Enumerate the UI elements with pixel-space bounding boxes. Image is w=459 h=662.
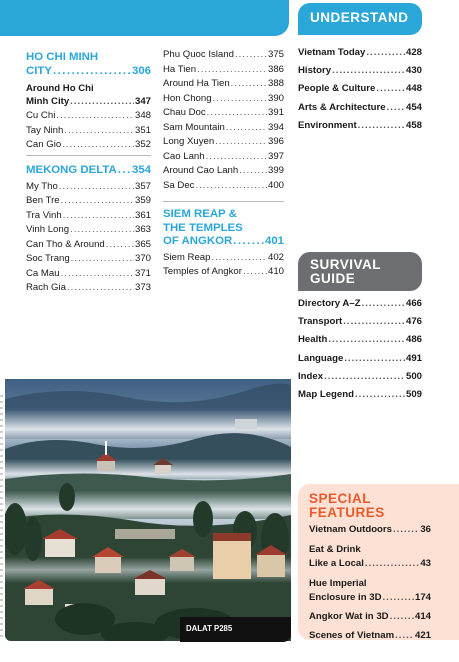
toc-entry-page: 390 [267,92,284,104]
toc-entry[interactable] [26,268,151,283]
toc-entry-page: 371 [134,267,151,279]
toc-entry-label: Around Ha Tien [163,78,230,89]
toc-entry[interactable] [163,107,284,122]
toc-entry-page: 388 [267,78,284,89]
toc-entry-page: 458 [405,119,422,131]
middle-column-lower [163,208,284,281]
toc-entry-label: Ha Tien [163,63,197,75]
toc-entry-page: 43 [420,558,431,569]
section-title: MEKONG DELTA [26,164,117,176]
top-color-bar [0,0,289,36]
toc-entry-page: 394 [267,121,284,133]
toc-entry[interactable] [26,181,151,196]
toc-entry-label: Long Xuyen [163,136,215,147]
toc-entry-page: 375 [267,49,284,60]
toc-entry-label: Can Tho & Around [26,238,105,250]
toc-entry-page: 491 [405,352,422,364]
toc-entry-label: Tay Ninh [26,124,64,136]
toc-entry[interactable] [26,139,151,154]
toc-entry-label: People & Culture [298,83,376,95]
toc-entry-label: Angkor Wat in 3D [309,611,389,622]
toc-entry[interactable] [163,49,284,64]
toc-entry[interactable] [163,136,284,151]
toc-entry-page: 421 [414,630,431,641]
special-features-list [309,524,431,644]
toc-entry[interactable] [163,165,284,180]
toc-entry[interactable] [26,83,151,110]
toc-entry[interactable] [298,65,422,83]
toc-entry-label: Map Legend [298,388,354,400]
toc-entry-page: 351 [134,124,151,136]
photo-caption-text: DALAT P285 [186,624,233,633]
toc-entry-label: Around Ho Chi [26,83,94,94]
toc-entry[interactable] [298,353,422,371]
toc-entry-page: 414 [414,611,431,622]
toc-entry-label: Transport [298,316,343,328]
toc-entry-label: Vietnam Outdoors [309,524,392,535]
toc-entry-label: Can Gio [26,139,62,150]
toc-entry-page: 370 [134,253,151,264]
understand-title: UNDERSTAND [310,10,409,25]
toc-entry[interactable] [298,298,422,316]
toc-entry-label: My Tho [26,180,58,192]
toc-entry[interactable] [298,83,422,101]
toc-entry[interactable] [163,151,284,166]
section-title-cont: OF ANGKOR [163,235,233,247]
toc-entry[interactable] [163,266,284,281]
section-mekong-delta[interactable] [26,164,151,178]
toc-entry-page: 400 [267,179,284,191]
toc-entry[interactable] [26,224,151,239]
toc-entry-page: 428 [405,47,422,58]
special-features-title[interactable] [309,492,385,520]
toc-entry-label-cont: Enclosure in 3D [309,592,382,603]
toc-entry-label: Ca Mau [26,267,60,279]
toc-entry-page: 365 [134,238,151,250]
toc-entry[interactable] [298,120,422,138]
toc-entry-page: 363 [134,224,151,235]
toc-entry-page: 357 [134,180,151,192]
toc-entry-page: 454 [405,101,422,113]
toc-entry-label: Rach Gia [26,282,66,293]
toc-entry-label: Phu Quoc Island [163,49,234,60]
toc-entry-page: 399 [267,165,284,176]
toc-entry-page: 448 [405,83,422,95]
toc-entry-label: Environment [298,119,357,131]
toc-entry-page: 397 [267,150,284,162]
toc-entry-page: 386 [267,63,284,75]
toc-entry-label: Eat & Drink [309,544,361,555]
toc-entry-page: 396 [267,136,284,147]
toc-entry[interactable] [309,524,431,538]
toc-entry-page: 410 [267,266,284,277]
toc-entry-label: Health [298,334,328,346]
toc-entry-label: Cao Lanh [163,150,205,162]
toc-entry[interactable] [298,47,422,65]
left-column [26,51,151,154]
toc-entry-page: 466 [405,298,422,309]
section-title: HO CHI MINH [26,51,99,63]
toc-entry[interactable] [298,334,422,352]
toc-entry[interactable] [309,611,431,625]
toc-entry-label: Tra Vinh [26,209,62,221]
toc-entry-label: Around Cao Lanh [163,165,239,176]
toc-entry[interactable] [26,125,151,140]
toc-entry-page: 430 [405,65,422,77]
toc-entry-label: Hue Imperial [309,578,367,589]
special-features-box [298,484,459,640]
toc-entry-page: 486 [405,334,422,346]
toc-entry-label: Siem Reap [163,251,211,263]
section-title-cont: CITY [26,64,52,77]
toc-entry[interactable] [26,239,151,254]
toc-entry-label: Directory A–Z [298,298,361,309]
section-ho-chi-minh-city[interactable] [26,51,151,78]
toc-entry[interactable] [298,389,422,407]
toc-entry[interactable] [163,252,284,267]
toc-entry-label: History [298,65,332,77]
toc-entry[interactable] [163,78,284,93]
toc-entry-page: 36 [420,524,431,535]
toc-entry-page: 476 [405,316,422,328]
section-title-cont: THE TEMPLES [163,221,243,234]
toc-entry-label: Sa Dec [163,179,195,191]
dalat-landscape-image [5,379,291,641]
special-title-cont: FEATURES [309,505,385,520]
toc-entry-label: Vietnam Today [298,47,366,58]
toc-entry[interactable] [26,110,151,125]
toc-entry-label: Ben Tre [26,195,60,206]
section-page: 354 [131,164,151,176]
toc-entry[interactable] [26,210,151,225]
toc-entry-label: Chau Doc [163,107,206,118]
toc-entry[interactable] [298,102,422,120]
dalat-photo [5,379,291,641]
toc-entry-label-cont: Minh City [26,96,70,107]
toc-entry-page: 174 [414,592,431,603]
toc-entry-label: Language [298,352,344,364]
toc-entry[interactable] [163,64,284,79]
survival-title: SURVIVAL [310,257,382,272]
toc-entry-page: 391 [267,107,284,118]
photo-caption [180,617,291,642]
toc-entry-page: 361 [134,209,151,221]
toc-entry[interactable] [163,122,284,137]
section-title: SIEM REAP & [163,208,237,220]
toc-entry-label: Temples of Angkor [163,266,242,277]
toc-entry[interactable] [26,253,151,268]
toc-entry-label: Scenes of Vietnam [309,630,395,641]
toc-entry-page: 352 [134,139,151,150]
toc-entry[interactable] [26,195,151,210]
toc-entry-label: Sam Mountain [163,121,225,133]
toc-entry[interactable] [26,282,151,297]
toc-entry-page: 500 [405,370,422,382]
toc-entry-label-cont: Like a Local [309,558,364,569]
toc-entry-page: 402 [267,251,284,263]
toc-entry-label: Hon Chong [163,92,212,104]
section-page: 306 [131,64,151,77]
toc-entry[interactable] [298,316,422,334]
toc-entry-label: Index [298,370,324,382]
toc-entry-page: 359 [134,195,151,206]
divider [26,155,151,156]
toc-entry-label: Soc Trang [26,253,70,264]
toc-entry-label: Cu Chi [26,110,56,121]
survival-guide-header[interactable] [298,252,422,291]
understand-header[interactable] [298,3,422,35]
toc-entry[interactable] [309,630,431,644]
special-title: SPECIAL [309,491,372,506]
divider [163,201,284,202]
understand-list [298,47,422,138]
middle-column [163,49,284,194]
toc-entry[interactable] [309,578,431,606]
section-page: 401 [264,235,284,247]
toc-entry[interactable] [163,180,284,195]
toc-entry-page: 509 [405,388,422,400]
toc-entry[interactable] [298,371,422,389]
photo-credit-strip [0,395,3,640]
section-siem-reap[interactable] [163,208,284,249]
toc-entry-label: Arts & Architecture [298,101,386,113]
toc-entry-page: 373 [134,282,151,293]
toc-entry-page: 347 [134,96,151,107]
toc-entry[interactable] [163,93,284,108]
survival-title-cont: GUIDE [310,271,356,286]
toc-entry-label: Vinh Long [26,224,70,235]
toc-entry-page: 348 [134,110,151,121]
toc-entry[interactable] [309,544,431,572]
left-column-lower [26,164,151,297]
survival-guide-list [298,298,422,407]
